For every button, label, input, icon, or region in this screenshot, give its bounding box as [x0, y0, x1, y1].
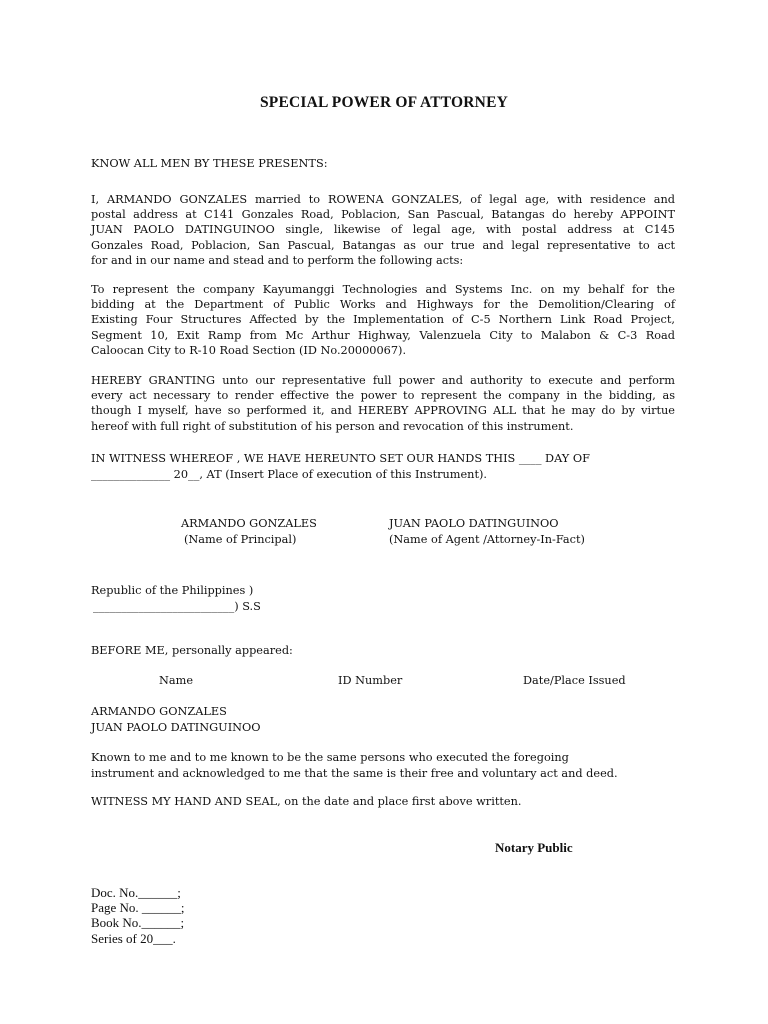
paragraph-line: JUAN PAOLO DATINGUINOO single, likewise of legal age, with postal address at C145 — [91, 223, 675, 237]
notarial-register-block — [91, 885, 185, 946]
book-no: Book No.______; — [91, 915, 185, 931]
document-title: SPECIAL POWER OF ATTORNEY — [259, 94, 509, 111]
witness-line: IN WITNESS WHEREOF , WE HAVE HEREUNTO SET OUR HANDS THIS ____ DAY OF — [91, 452, 590, 465]
agent-name: JUAN PAOLO DATINGUINOO — [389, 517, 559, 530]
acknowledgment-paragraph — [91, 750, 618, 781]
persons-list — [91, 704, 261, 736]
paragraph-line: hereof with full right of substitution of his person and revocation of this instrument. — [91, 419, 574, 433]
witness-line: ______________ 20__, AT (Insert Place of execution of this Instrument). — [91, 468, 487, 481]
paragraph-line: postal address at C141 Gonzales Road, Poblacion, San Pascual, Batangas do hereby APPOINT — [91, 208, 675, 222]
principal-name: ARMANDO GONZALES — [181, 517, 317, 530]
witness-whereof — [91, 451, 590, 483]
paragraph-line: I, ARMANDO GONZALES married to ROWENA GONZALES, of legal age, with residence and — [91, 193, 675, 206]
paragraph-line: Caloocan City to R-10 Road Section (ID No.20000067). — [91, 343, 407, 357]
paragraph-line: Existing Four Structures Affected by the Implementation of C-5 Northern Link Road Project, — [91, 313, 675, 327]
paragraph-line: HEREBY GRANTING unto our representative full power and authority to execute and perform — [91, 374, 675, 387]
paragraph-line: instrument and acknowledged to me that the same is their free and voluntary act and deed. — [91, 766, 618, 780]
series: Series of 20___. — [91, 930, 176, 946]
paragraph-line: Gonzales Road, Poblacion, San Pascual, Batangas as our true and legal representative to act — [91, 238, 675, 252]
principal-role: (Name of Principal) — [184, 533, 297, 546]
venue-block — [91, 583, 261, 615]
acts-paragraph — [91, 282, 675, 358]
page-no: Page No. ______; — [91, 900, 185, 916]
paragraph-line: though I myself, have so performed it, and HEREBY APPROVING ALL that he may do by virtue — [91, 404, 675, 418]
before-me: BEFORE ME, personally appeared: — [91, 644, 293, 657]
person-name: JUAN PAOLO DATINGUINOO — [91, 721, 261, 734]
paragraph-line: Segment 10, Exit Ramp from Mc Arthur Highway, Valenzuela City to Malabon & C-3 Road — [91, 328, 675, 342]
paragraph-line: To represent the company Kayumanggi Technologies and Systems Inc. on my behalf for the — [91, 283, 675, 296]
agent-role: (Name of Agent /Attorney-In-Fact) — [389, 533, 585, 546]
granting-paragraph — [91, 373, 675, 434]
person-name: ARMANDO GONZALES — [91, 705, 227, 718]
principal-signature-block — [181, 516, 317, 548]
column-name-header: Name — [159, 674, 194, 687]
agent-signature-block — [389, 516, 585, 548]
notary-public-label: Notary Public — [495, 840, 573, 855]
doc-no: Doc. No.______; — [91, 885, 181, 900]
appointment-paragraph — [91, 192, 675, 268]
venue-country: Republic of the Philippines ) — [91, 584, 254, 597]
paragraph-line: every act necessary to render effective the power to represent the company in the bidding, as — [91, 389, 675, 403]
column-id-header: ID Number — [338, 674, 403, 687]
paragraph-line: Known to me and to me known to be the same persons who executed the foregoing — [91, 751, 569, 764]
salutation: KNOW ALL MEN BY THESE PRESENTS: — [91, 157, 328, 170]
venue-blank: _________________________) S.S — [93, 600, 261, 613]
paragraph-line: bidding at the Department of Public Works and Highways for the Demolition/Clearing of — [91, 298, 675, 312]
paragraph-line: for and in our name and stead and to perform the following acts: — [91, 253, 464, 267]
witness-hand-seal: WITNESS MY HAND AND SEAL, on the date and place first above written. — [91, 795, 522, 808]
column-date-place-header: Date/Place Issued — [523, 674, 626, 687]
